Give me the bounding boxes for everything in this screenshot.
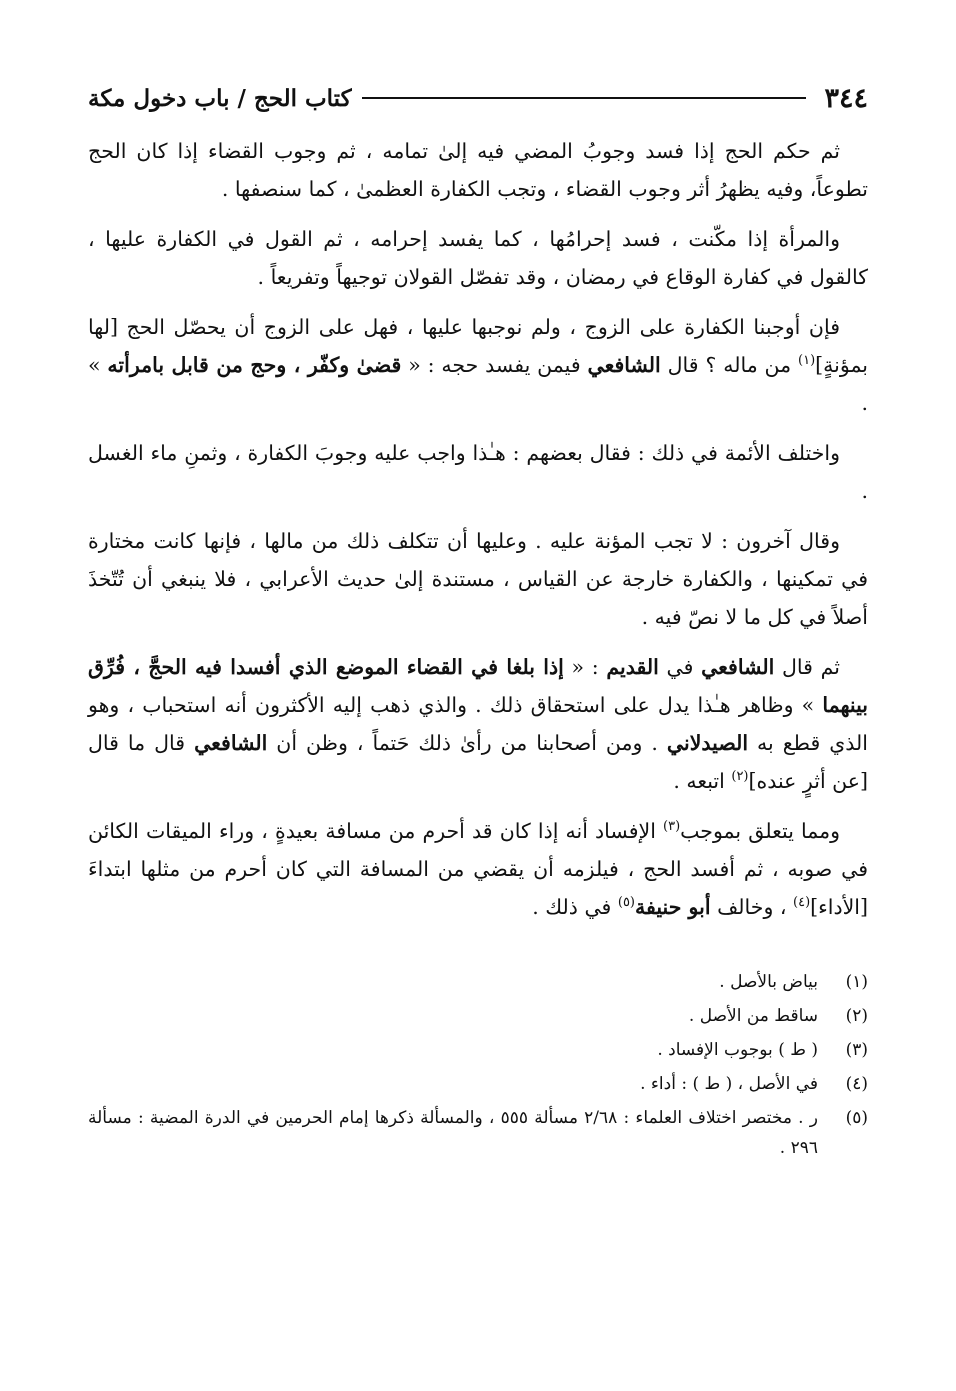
text-segment: والمرأة إذا مكّنت ، فسد إحرامُها ، كما يفسد إحرامه ، ثم القول في الكفارة عليها ، كالقول في كفارة الوقاع في رمضان ، وقد تفصّل القولان توجيهاً وتفريعاً . — [88, 227, 868, 289]
text-segment: فإن أوجبنا الكفارة على الزوج ، ولم نوجبها عليها ، فهل على الزوج أن يحصّل الحج [لها بمؤنةٍ] — [88, 315, 868, 377]
footnote-reference: (٣) — [663, 819, 681, 835]
footnote — [88, 1035, 868, 1065]
text-segment: . ومن أصحابنا من رأىٰ ذلك حَتماً ، وظن أن — [267, 731, 667, 755]
footnote-number: (٥) — [845, 1108, 868, 1128]
footnote-reference: (٥) — [617, 895, 635, 911]
text-segment: فيمن يفسد حجه : « — [401, 353, 588, 377]
paragraph — [88, 522, 868, 636]
bold-text: القديم — [606, 655, 659, 679]
page-number: ٣٤٤ — [824, 82, 868, 114]
text-segment: : « — [563, 655, 607, 679]
paragraph — [88, 648, 868, 800]
bold-text: الشافعي — [701, 655, 775, 679]
footnote — [88, 1001, 868, 1031]
footnote-reference: (١) — [798, 353, 816, 369]
header-rule — [362, 97, 807, 99]
book-page — [88, 78, 868, 1167]
footnote-number: (٤) — [845, 1074, 868, 1094]
footnote — [88, 1069, 868, 1099]
paragraph — [88, 812, 868, 926]
text-segment: ثم حكم الحج إذا فسد وجوبُ المضي فيه إلىٰ تمامه ، ثم وجوب القضاء إذا كان الحج تطوعاً، وفيه يظهرُ أثر وجوب القضاء ، وتجب الكفارة العظمىٰ ، كما سنصفها . — [88, 139, 868, 201]
text-segment: اتبعه . — [673, 769, 732, 793]
bold-text: الصيدلاني — [666, 731, 749, 755]
footnote-number: (١) — [845, 972, 868, 992]
body-text — [88, 132, 868, 926]
footnote-text: ساقط من الأصل . — [688, 1006, 818, 1026]
text-segment: في ذلك . — [532, 895, 618, 919]
running-title: كتاب الحج / باب دخول مكة — [88, 84, 352, 112]
footnote — [88, 967, 868, 997]
text-segment: ، وخالف — [710, 895, 793, 919]
page-header — [88, 78, 868, 118]
paragraph — [88, 132, 868, 208]
text-segment: ثم قال — [774, 655, 841, 679]
paragraph — [88, 434, 868, 510]
footnote-number: (٢) — [845, 1006, 868, 1026]
text-segment: من ماله ؟ قال — [660, 353, 799, 377]
paragraph — [88, 308, 868, 422]
text-segment: وقال آخرون : لا تجب المؤنة عليه . وعليها أن تتكلف ذلك من مالها ، فإنها كانت مختارة في تمكينها ، والكفارة خارجة عن القياس ، مستندة إلىٰ حديث الأعرابي ، فلا ينبغي أن تُتّخذَ أصلاً في كل ما لا نصّ فيه . — [88, 529, 868, 629]
bold-text: الشافعي — [587, 353, 661, 377]
text-segment: ومما يتعلق بموجب — [680, 819, 840, 843]
text-segment: » . — [88, 353, 868, 415]
text-segment: الإفساد أنه إذا كان قد أحرم من مسافة بعيدةٍ ، وراء الميقات الكائن في صوبه ، ثم أفسد الحج ، فيلزمه أن يقضي من المسافة التي كان أحرم من مثلها ابتداءَ [الأداء] — [88, 819, 868, 919]
footnote-text: بياض بالأصل . — [719, 972, 818, 992]
footnote-text: في الأصل ، ( ط ) : أداء . — [640, 1074, 818, 1094]
footnote — [88, 1103, 868, 1163]
footnote-reference: (٤) — [793, 895, 811, 911]
bold-text: قضىٰ وكفّر ، وحج من قابل بامرأته — [107, 353, 402, 377]
paragraph — [88, 220, 868, 296]
bold-text: أبو حنيفة — [635, 895, 711, 919]
footnotes — [88, 967, 868, 1163]
text-segment: قال ما قال [عن أثرٍ عنده] — [88, 731, 868, 793]
text-segment: » وظاهر هـٰذا يدل على استحقاق ذلك . والذي ذهب إليه الأكثرون أنه استحباب ، وهو الذي قطع به — [88, 693, 868, 755]
text-segment: في — [658, 655, 702, 679]
footnote-text: ( ط ) بوجوب الإفساد . — [657, 1040, 818, 1060]
footnote-number: (٣) — [845, 1040, 868, 1060]
bold-text: إذا بلغا في القضاء الموضع الذي أفسدا فيه الحجَّ ، فُرِّق بينهما — [88, 655, 868, 717]
text-segment: واختلف الأئمة في ذلك : فقال بعضهم : هـٰذا واجب عليه وجوبَ الكفارة ، وثمنِ ماء الغسل . — [88, 441, 868, 503]
footnote-text: ر . مختصر اختلاف العلماء : ٢/٦٨ مسألة ٥٥٥ ، والمسألة ذكرها إمام الحرمين في الدرة المضية : مسألة ٢٩٦ . — [88, 1108, 818, 1158]
footnote-reference: (٢) — [731, 769, 749, 785]
bold-text: الشافعي — [194, 731, 268, 755]
